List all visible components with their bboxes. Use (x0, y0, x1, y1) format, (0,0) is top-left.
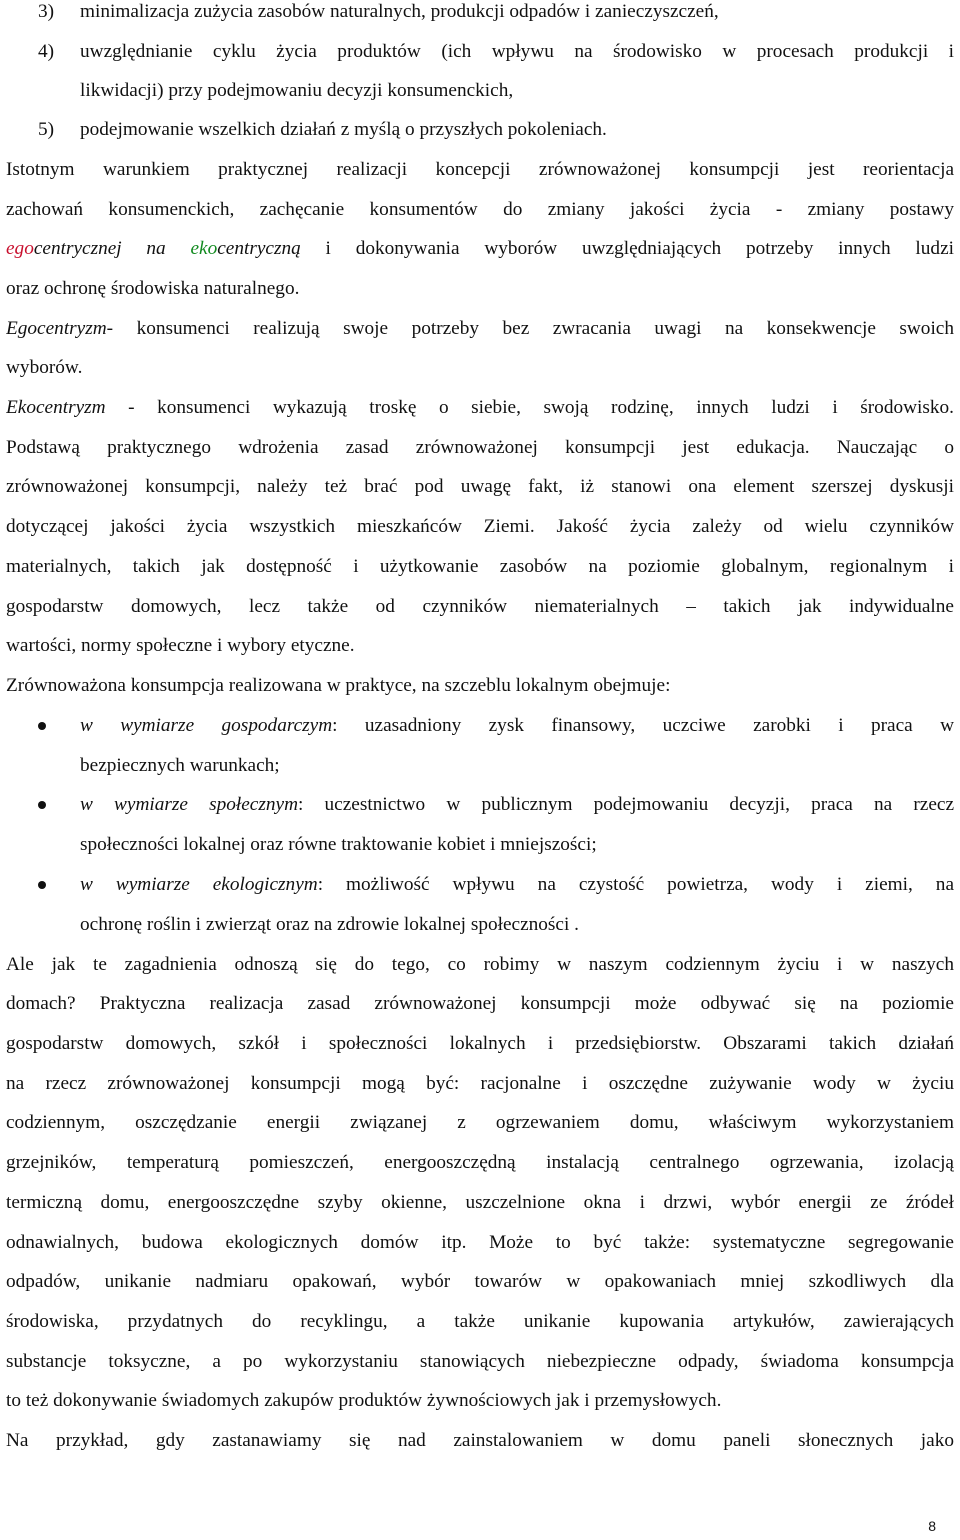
ego-suffix: centrycznej na (33, 238, 191, 259)
definition-text: - konsumenci wykazują troskę o siebie, swoją rodzinę, innych ludzi i środowisko. (105, 397, 954, 418)
bullet-item (80, 793, 954, 817)
paragraph-line: dotyczącej jakości życia wszystkich mieszkańców Ziemi. Jakość życia zależy od wielu czynników (6, 516, 954, 537)
paragraph-line: gospodarstw domowych, lecz także od czynników niematerialnych – takich jak indywidualne (6, 596, 954, 617)
paragraph-line: gospodarstw domowych, szkół i społeczności lokalnych i przedsiębiorstw. Obszarami takich działań (6, 1033, 954, 1054)
list-text: minimalizacja zużycia zasobów naturalnych, produkcji odpadów i zanieczyszczeń, (80, 1, 719, 22)
paragraph-line: termiczną domu, energooszczędne szyby okienne, uszczelnione okna i drzwi, wybór energii ze źródeł (6, 1192, 954, 1213)
paragraph-line: Na przykład, gdy zastanawiamy się nad zainstalowaniem w domu paneli słonecznych jako (6, 1430, 954, 1451)
definition-term: Ekocentryzm (6, 397, 106, 418)
page-number: 8 (928, 1518, 936, 1534)
bullet-dot-icon (38, 722, 46, 730)
definition-continuation: wyborów. (6, 357, 83, 378)
bullet-term: w wymiarze ekologicznym (80, 874, 318, 895)
paragraph-line: Ale jak te zagadnienia odnoszą się do tego, co robimy w naszym codziennym życiu i w naszych (6, 954, 954, 975)
paragraph-line: oraz ochronę środowiska naturalnego. (6, 278, 300, 299)
list-number: 4) (38, 41, 55, 62)
paragraph-line: zachowań konsumenckich, zachęcanie konsumentów do zmiany jakości życia - zmiany postawy (6, 199, 954, 220)
definition-term: Egocentryzm (6, 318, 107, 339)
definition-ekocentryzm (6, 396, 954, 420)
list-number: 5) (38, 119, 55, 140)
bullet-term: w wymiarze społecznym (80, 794, 298, 815)
paragraph-line: codziennym, oszczędzanie energii związanej z ogrzewaniem domu, właściwym wykorzystaniem (6, 1112, 954, 1133)
paragraph-line: Istotnym warunkiem praktycznej realizacji koncepcji zrównoważonej konsumpcji jest reorientacja (6, 159, 954, 180)
bullet-text: : uczestnictwo w publicznym podejmowaniu decyzji, praca na rzecz (298, 794, 954, 815)
bullet-term: w wymiarze gospodarczym (80, 715, 333, 736)
bullet-continuation: społeczności lokalnej oraz równe traktowanie kobiet i mniejszości; (80, 834, 597, 855)
paragraph-line: materialnych, takich jak dostępność i użytkowanie zasobów na poziomie globalnym, regionalnym i (6, 556, 954, 577)
eko-prefix: eko (190, 238, 218, 259)
paragraph-line: środowiska, przydatnych do recyklingu, a także unikanie kupowania artykułów, zawierających (6, 1311, 954, 1332)
paragraph-line: domach? Praktyczna realizacja zasad zrównoważonej konsumpcji może odbywać się na poziomie (6, 993, 954, 1014)
paragraph-line: na rzecz zrównoważonej konsumpcji mogą być: racjonalne i oszczędne zużywanie wody w życiu (6, 1073, 954, 1094)
eko-suffix: centryczną (217, 238, 301, 259)
paragraph-line: Podstawą praktycznego wdrożenia zasad zrównoważonej konsumpcji jest edukacja. Nauczając o (6, 437, 954, 458)
paragraph-line: odpadów, unikanie nadmiaru opakowań, wybór towarów w opakowaniach mniej szkodliwych dla (6, 1271, 954, 1292)
paragraph-line: substancje toksyczne, a po wykorzystaniu stanowiących niebezpieczne odpady, świadoma konsumpcja (6, 1351, 954, 1372)
bullet-text: : możliwość wpływu na czystość powietrza, wody i ziemi, na (317, 874, 954, 895)
bullet-item (80, 714, 954, 738)
paragraph-line: grzejników, temperaturą pomieszczeń, energooszczędną instalacją centralnego ogrzewania, izolacją (6, 1152, 954, 1173)
bullet-item (80, 873, 954, 897)
paragraph-line: zrównoważonej konsumpcji, należy też brać pod uwagę fakt, iż stanowi ona element szerszej dyskusji (6, 476, 954, 497)
paragraph-line: odnawialnych, budowa ekologicznych domów itp. Może to być także: systematyczne segregowanie (6, 1232, 954, 1253)
paragraph-text: i dokonywania wyborów uwzględniających potrzeby innych ludzi (300, 238, 954, 259)
bullet-continuation: ochronę roślin i zwierząt oraz na zdrowie lokalnej społeczności . (80, 914, 579, 935)
paragraph-line: wartości, normy społeczne i wybory etyczne. (6, 635, 355, 656)
bullet-continuation: bezpiecznych warunkach; (80, 755, 280, 776)
ego-prefix: ego (6, 238, 34, 259)
list-text: likwidacji) przy podejmowaniu decyzji konsumenckich, (80, 80, 514, 101)
paragraph-line (6, 237, 954, 261)
bullet-text: : uzasadniony zysk finansowy, uczciwe zarobki i praca w (332, 715, 954, 736)
definition-text: - konsumenci realizują swoje potrzeby bez zwracania uwagi na konsekwencje swoich (106, 318, 954, 339)
bullet-dot-icon (38, 801, 46, 809)
list-text: uwzględnianie cyklu życia produktów (ich wpływu na środowisko w procesach produkcji i (80, 41, 954, 62)
bullet-dot-icon (38, 881, 46, 889)
list-intro: Zrównoważona konsumpcja realizowana w praktyce, na szczeblu lokalnym obejmuje: (6, 675, 671, 696)
list-text: podejmowanie wszelkich działań z myślą o przyszłych pokoleniach. (80, 119, 607, 140)
definition-egocentryzm (6, 317, 954, 341)
paragraph-line: to też dokonywanie świadomych zakupów produktów żywnościowych jak i przemysłowych. (6, 1390, 722, 1411)
list-number: 3) (38, 1, 55, 22)
